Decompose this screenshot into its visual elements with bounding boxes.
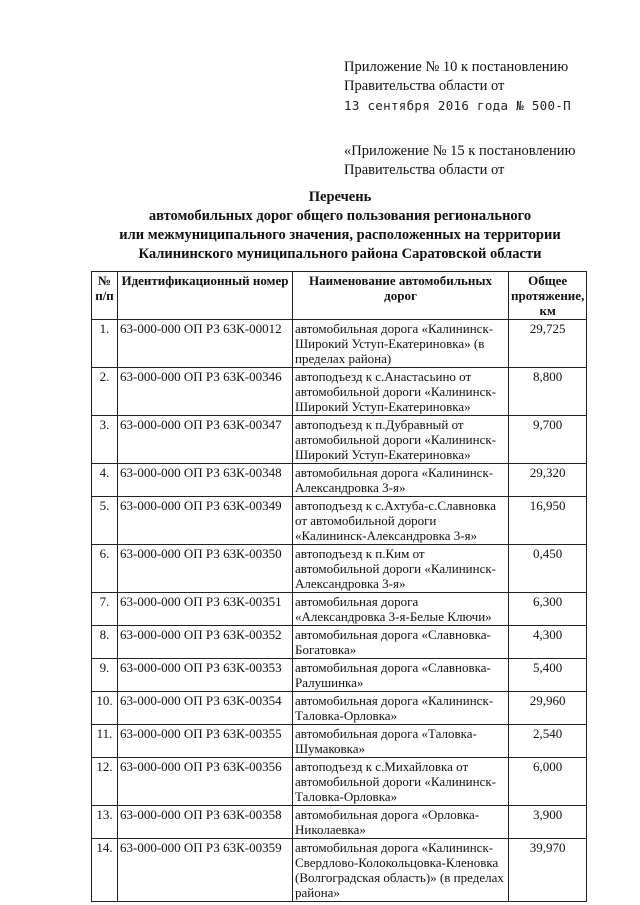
header-length: Общее протяжение, км — [509, 272, 587, 320]
row-road-name: автомобильная дорога «Калининск-Александровка 3-я» — [293, 464, 509, 497]
row-identifier: 63-000-000 ОП РЗ 63К-00346 — [118, 368, 293, 416]
table-row — [92, 368, 587, 416]
row-length: 5,400 — [509, 659, 587, 692]
row-number: 3. — [92, 416, 118, 464]
row-road-name: автоподъезд к п.Ким от автомобильной дороги «Калининск-Александровка 3-я» — [293, 545, 509, 593]
row-identifier: 63-000-000 ОП РЗ 63К-00012 — [118, 320, 293, 368]
row-identifier: 63-000-000 ОП РЗ 63К-00358 — [118, 806, 293, 839]
row-length: 3,900 — [509, 806, 587, 839]
row-number: 4. — [92, 464, 118, 497]
row-number: 11. — [92, 725, 118, 758]
row-identifier: 63-000-000 ОП РЗ 63К-00348 — [118, 464, 293, 497]
row-road-name: автомобильная дорога «Калининск-Широкий Уступ-Екатериновка» (в пределах района) — [293, 320, 509, 368]
table-row — [92, 320, 587, 368]
appendix-15-header — [344, 142, 575, 180]
table-row — [92, 545, 587, 593]
table-header-row — [92, 272, 587, 320]
row-road-name: автоподъезд к с.Ахтуба-с.Славновка от автомобильной дороги «Калининск-Александровка 3-я» — [293, 497, 509, 545]
row-length: 16,950 — [509, 497, 587, 545]
row-length: 9,700 — [509, 416, 587, 464]
row-length: 2,540 — [509, 725, 587, 758]
row-road-name: автомобильная дорога «Орловка-Николаевка» — [293, 806, 509, 839]
row-number: 14. — [92, 839, 118, 902]
row-identifier: 63-000-000 ОП РЗ 63К-00349 — [118, 497, 293, 545]
table-row — [92, 593, 587, 626]
title-line-2: автомобильных дорог общего пользования регионального — [148, 208, 532, 224]
row-number: 1. — [92, 320, 118, 368]
table-row — [92, 692, 587, 725]
row-length: 29,960 — [509, 692, 587, 725]
row-identifier: 63-000-000 ОП РЗ 63К-00352 — [118, 626, 293, 659]
roads-table — [91, 271, 587, 902]
document-title — [80, 188, 600, 264]
row-length: 29,320 — [509, 464, 587, 497]
row-number: 8. — [92, 626, 118, 659]
appendix-15-line-2: Правительства области от — [344, 162, 505, 178]
row-number: 9. — [92, 659, 118, 692]
row-number: 12. — [92, 758, 118, 806]
row-length: 0,450 — [509, 545, 587, 593]
header-identifier: Идентификационный номер — [118, 272, 293, 320]
table-row — [92, 725, 587, 758]
row-road-name: автоподъезд к с.Михайловка от автомобильной дороги «Калининск-Таловка-Орловка» — [293, 758, 509, 806]
row-road-name: автомобильная дорога «Калининск-Таловка-Орловка» — [293, 692, 509, 725]
row-length: 6,000 — [509, 758, 587, 806]
table-row — [92, 839, 587, 902]
row-length: 8,800 — [509, 368, 587, 416]
appendix-10-header — [344, 58, 571, 115]
header-road-name: Наименование автомобильных дорог — [293, 272, 509, 320]
row-number: 2. — [92, 368, 118, 416]
title-line-4: Калининского муниципального района Саратовской области — [138, 246, 542, 262]
title-line-3: или межмуниципального значения, расположенных на территории — [119, 227, 561, 243]
row-road-name: автомобильная дорога «Славновка-Ралушинка» — [293, 659, 509, 692]
row-road-name: автомобильная дорога «Калининск-Свердлово-Колокольцовка-Кленовка (Волгоградская область)» (в пределах района» — [293, 839, 509, 902]
table-row — [92, 464, 587, 497]
row-identifier: 63-000-000 ОП РЗ 63К-00353 — [118, 659, 293, 692]
row-identifier: 63-000-000 ОП РЗ 63К-00356 — [118, 758, 293, 806]
row-road-name: автомобильная дорога «Таловка-Шумаковка» — [293, 725, 509, 758]
row-length: 39,970 — [509, 839, 587, 902]
title-line-1: Перечень — [308, 189, 372, 205]
appendix-10-date-stamp: 13 сентября 2016 года № 500-П — [344, 98, 571, 113]
row-number: 7. — [92, 593, 118, 626]
table-row — [92, 497, 587, 545]
row-number: 10. — [92, 692, 118, 725]
row-identifier: 63-000-000 ОП РЗ 63К-00359 — [118, 839, 293, 902]
row-identifier: 63-000-000 ОП РЗ 63К-00350 — [118, 545, 293, 593]
appendix-10-line-1: Приложение № 10 к постановлению — [344, 59, 569, 75]
row-identifier: 63-000-000 ОП РЗ 63К-00351 — [118, 593, 293, 626]
table-row — [92, 659, 587, 692]
header-number: № п/п — [92, 272, 118, 320]
appendix-15-line-1: «Приложение № 15 к постановлению — [344, 143, 576, 159]
row-road-name: автомобильная дорога «Славновка-Богатовка» — [293, 626, 509, 659]
row-road-name: автомобильная дорога «Александровка 3-я-Белые Ключи» — [293, 593, 509, 626]
row-road-name: автоподъезд к п.Дубравный от автомобильной дороги «Калининск-Широкий Уступ-Екатериновка» — [293, 416, 509, 464]
appendix-10-line-2: Правительства области от — [344, 78, 505, 94]
row-identifier: 63-000-000 ОП РЗ 63К-00347 — [118, 416, 293, 464]
row-length: 29,725 — [509, 320, 587, 368]
row-length: 4,300 — [509, 626, 587, 659]
row-number: 13. — [92, 806, 118, 839]
row-identifier: 63-000-000 ОП РЗ 63К-00355 — [118, 725, 293, 758]
table-row — [92, 806, 587, 839]
table-row — [92, 416, 587, 464]
row-number: 6. — [92, 545, 118, 593]
row-road-name: автоподъезд к с.Анастасьино от автомобильной дороги «Калининск-Широкий Уступ-Екатериновка» — [293, 368, 509, 416]
row-number: 5. — [92, 497, 118, 545]
table-row — [92, 626, 587, 659]
row-identifier: 63-000-000 ОП РЗ 63К-00354 — [118, 692, 293, 725]
row-length: 6,300 — [509, 593, 587, 626]
table-row — [92, 758, 587, 806]
